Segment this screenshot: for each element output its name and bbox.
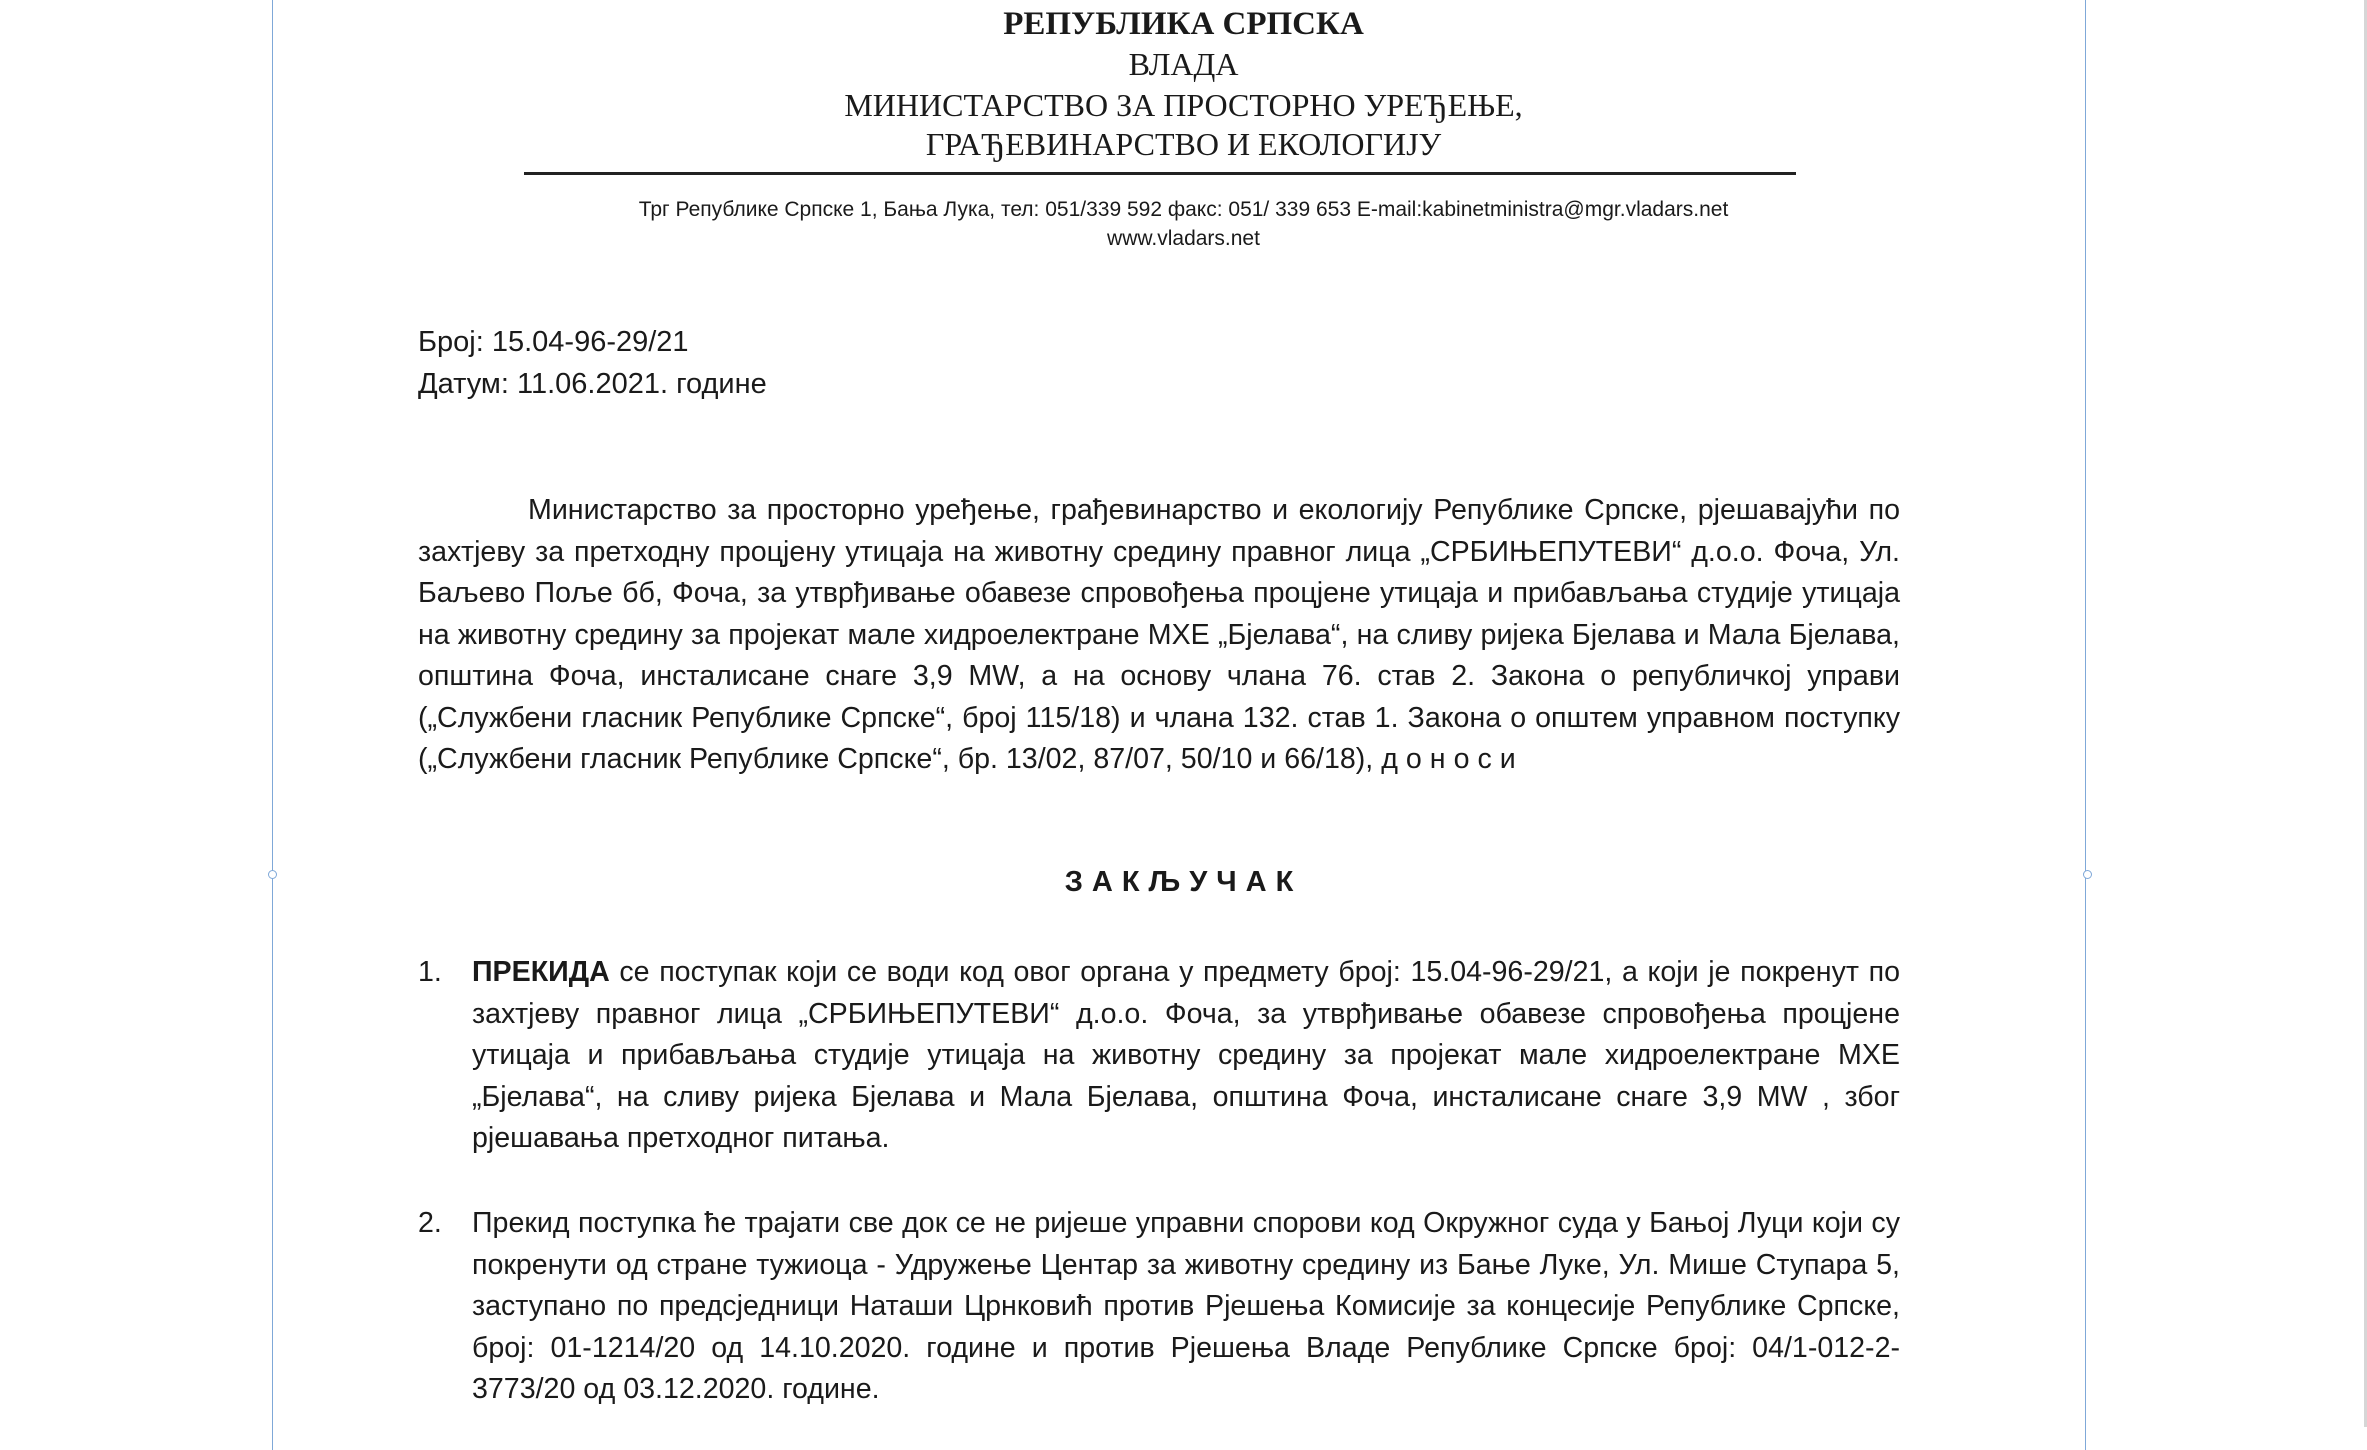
letterhead-government: ВЛАДА xyxy=(1128,46,1239,82)
item-body: се поступак који се води код овог органа у предмету број: 15.04-96-29/21, а који је покренут по захтјеву правног лица „СРБИЊЕПУТЕВИ“ д.о.о. Фоча, за утврђивање обавезе спровођења процјене утицаја и прибављања студије утицаја на животну средину за пројекат мале хидроелектране МХЕ „Бјелава“, на сливу ријека Бјелава и Мала Бјелава, општина Фоча, инсталисане снаге 3,9 MW , због рјешавања претходног питања. xyxy=(472,956,1900,1154)
item-number: 1. xyxy=(418,956,442,988)
intro-paragraph xyxy=(418,490,1900,781)
letterhead-ministry-line1: МИНИСТАРСТВО ЗА ПРОСТОРНО УРЕЂЕЊЕ, xyxy=(844,87,1523,123)
item-number: 2. xyxy=(418,1207,442,1239)
letterhead-ministry-line2: ГРАЂЕВИНАРСТВО И ЕКОЛОГИЈУ xyxy=(925,126,1442,162)
letterhead-website: www.vladars.net xyxy=(1107,227,1260,250)
letterhead-country: РЕПУБЛИКА СРПСКА xyxy=(1003,6,1364,42)
letterhead-address: Трг Републике Српске 1, Бања Лука, тел: 051/339 592 факс: 051/ 339 653 E-mail:kabinetministra@mgr.vladars.net xyxy=(638,198,1729,221)
item-text xyxy=(472,952,1900,1160)
letterhead-divider xyxy=(524,172,1796,175)
intro-closing: доноси xyxy=(1381,743,1524,775)
decision-heading: ЗАКЉУЧАК xyxy=(1064,866,1303,898)
item-body: Прекид поступка ће трајати све док се не ријеше управни спорови код Окружног суда у Бањој Луци који су покренути од стране тужиоца - Удружење Центар за животну средину из Бање Луке, Ул. Мише Ступара 5, заступано по предсједници Наташи Црнковић против Рјешења Комисије за концесије Републике Српске, број: 01-1214/20 од 14.10.2020. године и против Рјешења Владе Републике Српске број: 04/1-012-2-3773/20 од 03.12.2020. године. xyxy=(472,1207,1900,1405)
document-date: Датум: 11.06.2021. године xyxy=(418,368,767,400)
document-number: Број: 15.04-96-29/21 xyxy=(418,326,689,358)
intro-text: Министарство за просторно уређење, грађевинарство и екологију Републике Српске, рјешавајући по захтјеву за претходну процјену утицаја на животну средину правног лица „СРБИЊЕПУТЕВИ“ д.о.о. Фоча, Ул. Баљево Поље бб, Фоча, за утврђивање обавезе спровођења процјене утицаја и прибављања студије утицаја на животну средину за пројекат мале хидроелектране МХЕ „Бјелава“, на сливу ријека Бјелава и Мала Бјелава, општина Фоча, инсталисане снаге 3,9 MW, а на основу члана 76. став 2. Закона о републичкој управи („Службени гласник Републике Српске“, број 115/18) и члана 132. став 1. Закона о општем управном поступку („Службени гласник Републике Српске“, бр. 13/02, 87/07, 50/10 и 66/18), xyxy=(418,494,1900,775)
item-lead: ПРЕКИДА xyxy=(472,956,610,988)
